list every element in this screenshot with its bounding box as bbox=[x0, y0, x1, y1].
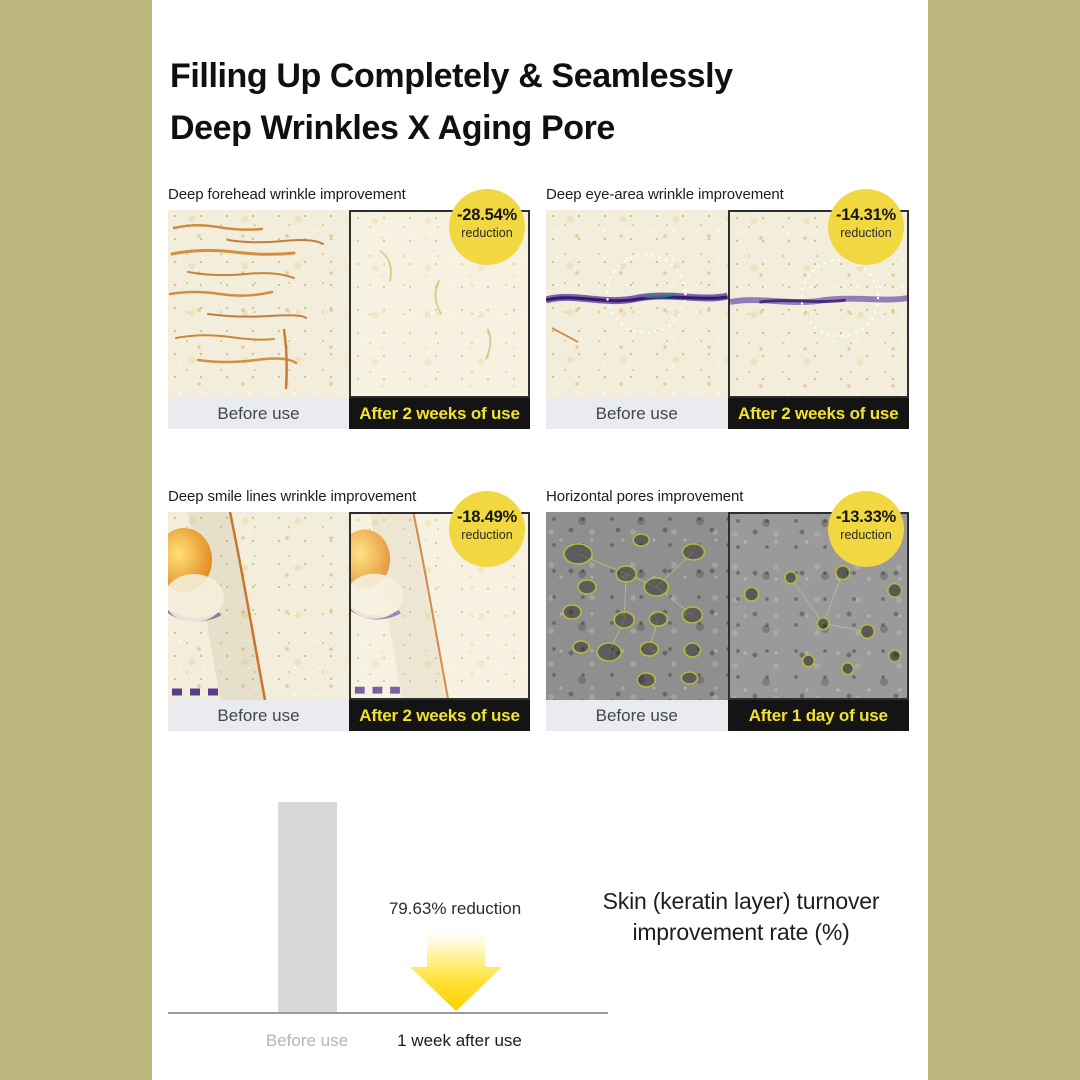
reduction-badge bbox=[449, 189, 525, 265]
before-use-bar bbox=[278, 802, 337, 1012]
reduction-caption: reduction bbox=[461, 528, 513, 542]
chart-baseline bbox=[168, 1012, 608, 1014]
reduction-caption: reduction bbox=[840, 226, 892, 240]
before-image bbox=[546, 512, 728, 700]
panel-label: Horizontal pores improvement bbox=[546, 488, 744, 505]
image-row bbox=[168, 508, 530, 700]
panel-label: Deep smile lines wrinkle improvement bbox=[168, 488, 417, 505]
before-caption: Before use bbox=[168, 700, 349, 731]
comparison-panel-smile-lines bbox=[168, 488, 530, 731]
reduction-caption: reduction bbox=[840, 528, 892, 542]
caption-row bbox=[168, 700, 530, 731]
wrinkle-lines-graphic bbox=[168, 512, 349, 700]
reduction-badge bbox=[828, 189, 904, 265]
axis-label-1-week-after-use: 1 week after use bbox=[397, 1031, 522, 1050]
down-arrow-icon bbox=[410, 931, 502, 1011]
reduction-badge bbox=[449, 491, 525, 567]
before-image bbox=[168, 512, 349, 700]
reduction-value: -14.31% bbox=[835, 206, 897, 224]
after-caption: After 1 day of use bbox=[728, 700, 910, 731]
comparison-panel-pores bbox=[546, 488, 909, 731]
reduction-value: -18.49% bbox=[456, 508, 518, 526]
page-title bbox=[170, 50, 870, 154]
chart-title-line1: Skin (keratin layer) turnover bbox=[602, 888, 880, 914]
caption-row bbox=[546, 700, 909, 731]
panel-label: Deep eye-area wrinkle improvement bbox=[546, 186, 784, 203]
before-image bbox=[168, 210, 349, 398]
chart-title-line2: improvement rate (%) bbox=[632, 919, 850, 945]
reduction-badge bbox=[828, 491, 904, 567]
after-caption: After 2 weeks of use bbox=[728, 398, 910, 429]
reduction-caption: reduction bbox=[461, 226, 513, 240]
chart-title bbox=[580, 886, 902, 948]
after-caption: After 2 weeks of use bbox=[349, 398, 530, 429]
panel-label: Deep forehead wrinkle improvement bbox=[168, 186, 406, 203]
axis-label-before-use: Before use bbox=[265, 1031, 349, 1050]
caption-row bbox=[168, 398, 530, 429]
wrinkle-lines-graphic bbox=[168, 210, 349, 398]
before-caption: Before use bbox=[546, 700, 728, 731]
page-title-line2: Deep Wrinkles X Aging Pore bbox=[170, 109, 615, 147]
comparison-panel-eye-area bbox=[546, 186, 909, 429]
content-card bbox=[152, 0, 928, 1080]
before-caption: Before use bbox=[546, 398, 728, 429]
before-caption: Before use bbox=[168, 398, 349, 429]
reduction-value: -13.33% bbox=[835, 508, 897, 526]
caption-row bbox=[546, 398, 909, 429]
reduction-annotation: 79.63% reduction bbox=[388, 899, 522, 918]
reduction-value: -28.54% bbox=[456, 206, 518, 224]
wrinkle-lines-graphic bbox=[546, 210, 728, 398]
image-row bbox=[546, 508, 909, 700]
page-title-line1: Filling Up Completely & Seamlessly bbox=[170, 57, 733, 95]
pore-markers-graphic bbox=[546, 512, 728, 700]
image-row bbox=[168, 206, 530, 398]
comparison-panel-forehead bbox=[168, 186, 530, 429]
after-caption: After 2 weeks of use bbox=[349, 700, 530, 731]
image-row bbox=[546, 206, 909, 398]
before-image bbox=[546, 210, 728, 398]
